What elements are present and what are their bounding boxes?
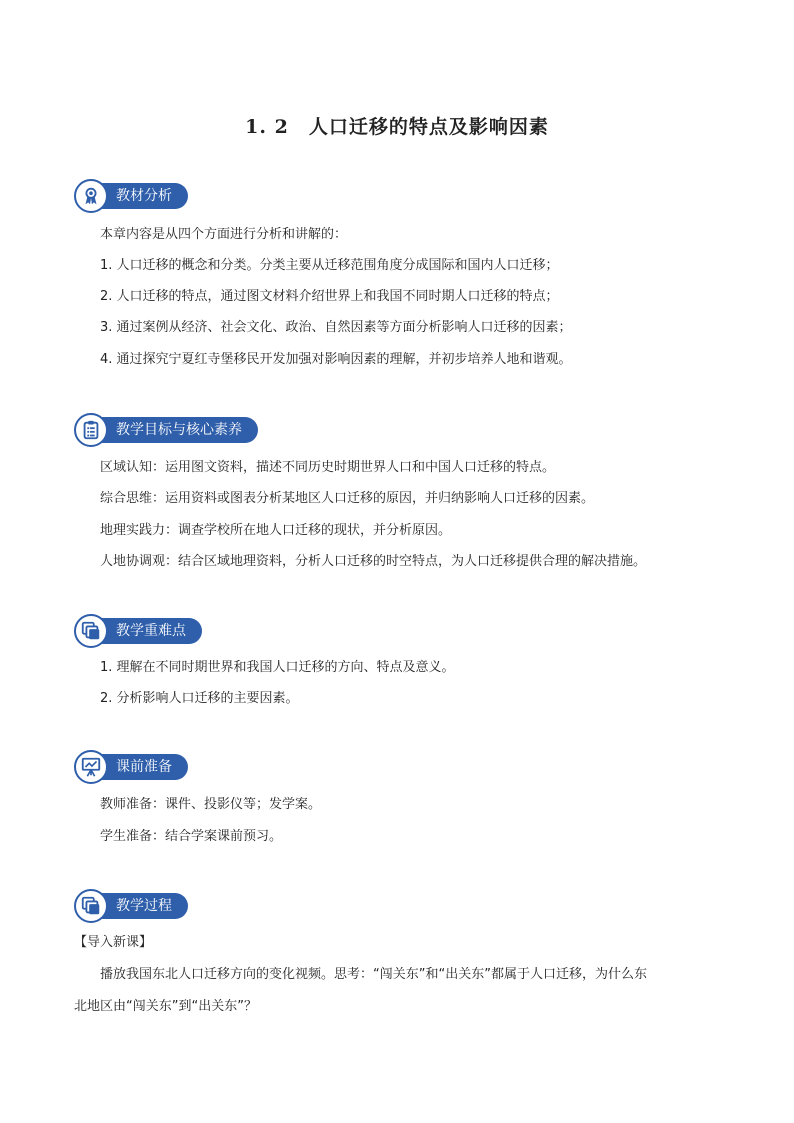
clipboard-checklist-icon [74,413,108,447]
section-header-objectives [74,414,258,446]
section-header-teaching-process [74,890,188,922]
section-label: 教学过程 [94,893,188,919]
layered-cards-icon [74,889,108,923]
text-line: 学生准备：结合学案课前预习。 [100,829,283,844]
section-label: 课前准备 [94,754,188,780]
section-header-preparation [74,751,188,783]
text-line: 1. 理解在不同时期世界和我国人口迁移的方向、特点及意义。 [100,660,455,675]
section-header-textbook-analysis [74,180,188,212]
text-line: 4. 通过探究宁夏红寺堡移民开发加强对影响因素的理解，并初步培养人地和谐观。 [100,352,572,367]
section-header-key-points [74,615,202,647]
layered-cards-icon [74,614,108,648]
paragraph-line: 北地区由“闯关东”到“出关东”？ [74,999,257,1014]
section-label: 教学目标与核心素养 [94,417,258,443]
section-label: 教材分析 [94,183,188,209]
text-line: 教师准备：课件、投影仪等；发学案。 [100,797,322,812]
text-line: 本章内容是从四个方面进行分析和讲解的： [100,227,348,242]
award-ribbon-icon [74,179,108,213]
page-title: 1. 2 人口迁移的特点及影响因素 [245,116,549,138]
section-label: 教学重难点 [94,618,202,644]
paragraph-line: 播放我国东北人口迁移方向的变化视频。思考：“闯关东”和“出关东”都属于人口迁移，为什么东 [100,967,647,982]
text-line: 2. 分析影响人口迁移的主要因素。 [100,691,299,706]
text-line: 区域认知：运用图文资料，描述不同历史时期世界人口和中国人口迁移的特点。 [100,460,556,475]
presentation-board-icon [74,750,108,784]
sub-heading: 【导入新课】 [74,935,153,950]
text-line: 人地协调观：结合区域地理资料，分析人口迁移的时空特点，为人口迁移提供合理的解决措施。 [100,554,647,569]
text-line: 1. 人口迁移的概念和分类。分类主要从迁移范围角度分成国际和国内人口迁移； [100,258,559,273]
text-line: 2. 人口迁移的特点，通过图文材料介绍世界上和我国不同时期人口迁移的特点； [100,289,559,304]
text-line: 综合思维：运用资料或图表分析某地区人口迁移的原因，并归纳影响人口迁移的因素。 [100,491,595,506]
text-line: 地理实践力：调查学校所在地人口迁移的现状，并分析原因。 [100,523,452,538]
text-line: 3. 通过案例从经济、社会文化、政治、自然因素等方面分析影响人口迁移的因素； [100,320,572,335]
